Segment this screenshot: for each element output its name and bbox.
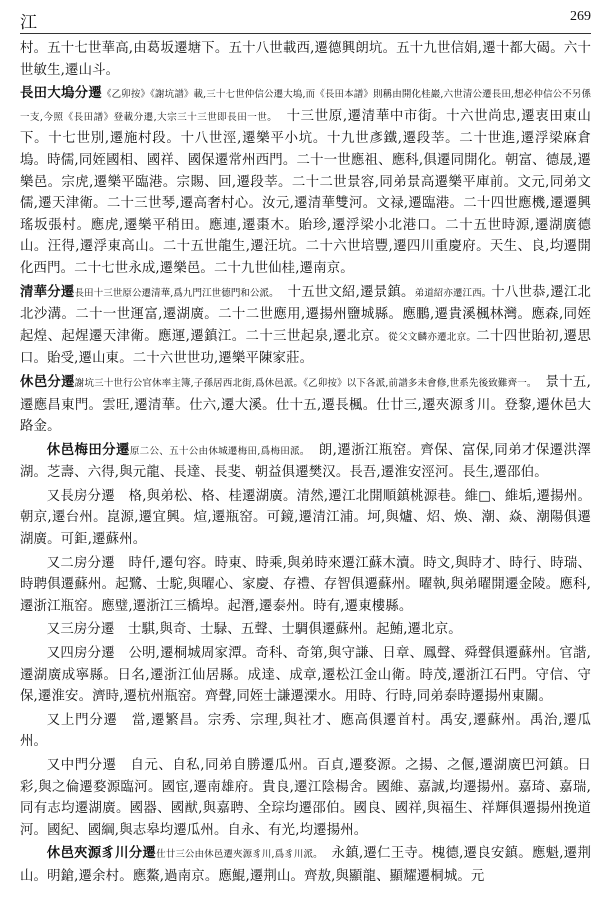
section-heading: 清華分遷: [20, 283, 75, 300]
paragraph-text: 二十四世貽初,遷思口。貽受,遷山東。二十六世世功,遷樂平陳家莊。: [20, 328, 591, 367]
paragraph: [20, 755, 591, 841]
paragraph-text: 永鎮,遷仁王寺。槐德,遷良安鎮。應魁,遷荆山。明鎗,遷余村。應鰲,過南京。應鯤,遷荆山。齊敖,與顯龍、顯耀遷桐城。元: [20, 846, 591, 884]
paragraph-text: 朗,遷浙江瓶窑。齊保、富保,同弟才保遷洪澤湖。芝壽、六得,與元龍、長達、長斐、朝益俱遷樊汉。長吾,遷淮安涇河。長生,遷邵伯。: [20, 442, 591, 481]
paragraph: [20, 843, 591, 887]
paragraph-text: 又三房分遷 士騏,與奇、士騄、五聲、士騆俱遷蘇州。起鮪,遷北京。: [46, 622, 462, 638]
paragraph-text: 又二房分遷 時仟,遷句容。時東、時乘,與弟時來遷江蘇木瀆。時文,與時才、時行、時瑞、時聘俱遷蘇州。起鷺、士駝,與曜心、家慶、存禮、存智俱遷蘇州。曜執,與弟曜開遷金陵。應科,遷浙江瓶窑。應璧,遷浙江三橋埠。起潛,遷泰州。時有,遷東樓縣。: [20, 555, 591, 614]
annotation-note: 《乙卯按》《謝坑譜》載,三十七世仲信公遷大塢,而《長田本譜》則稱由開化桂巖,六世清公遷長田,想必仲信公不另係一支,今照《長田譜》登載分遷,大宗三十三世即長田一世。: [20, 89, 591, 123]
page-number: 269: [570, 9, 591, 24]
paragraph: [20, 83, 591, 279]
page-header: [20, 6, 591, 33]
annotation-note: 弟道紹亦遷江西。: [414, 287, 492, 299]
annotation-note: 仕廿三公由休邑遷夾源豸川,爲豸川派。: [156, 849, 318, 861]
paragraph: [20, 710, 591, 753]
annotation-note: 原二公、五十公由休城遷梅田,爲梅田派。: [129, 445, 305, 457]
section-title: 江: [20, 13, 37, 33]
section-heading: 休邑分遷: [20, 373, 75, 390]
paragraph-text: 又中門分遷 自元、自私,同弟自勝遷瓜州。百貞,遷婺源。之揚、之偃,遷湖廣巴河鎮。日彩,與之倫遷婺源臨河。國宦,遷南雄府。貴良,遷江陰楊舍。國維、嘉誠,均遷揚州。嘉琦、嘉瑞,同有志均遷湖廣。國器、國猷,與嘉聘、全琮均遷邵伯。國良、國祥,與福生、祥輝俱遷揚州挽道河。國紀、國綱,與志皋均遷瓜州。自永、有光,均遷揚州。: [20, 758, 591, 838]
paragraph-text: 景十五,遷應昌東門。雲旺,遷清華。仕六,遷大溪。仕十五,遷長楓。仕廿三,遷夾源豸川。登黎,遷休邑大路金。: [20, 374, 591, 435]
paragraph: [20, 440, 591, 484]
paragraph-text: 十三世原,遷清華中市街。十六世尚忠,遷衷田東山下。十七世別,遷施村段。十八世涇,遷樂平小坑。十九世彥鐵,遷段莘。二十世進,遷浮梁麻倉塢。時儒,同姪國相、國祥、國保遷常州西門。二十一世應祖、應科,俱遷同開化。朝富、德晟,遷樂邑。宗虎,遷樂平臨港。宗賜、回,遷段莘。二十二世景容,同弟景高遷樂平庫前。文元,同弟文儒,遷天津衛。二十三世琴,遷高奢村心。汝元,遷清華雙河。文禄,遷臨港。二十四世應機,遷遷興瑤坂張村。應虎,遷樂平稍田。應連,遷棗木。貽珍,遷浮梁小北港口。二十五世時源,遷湖廣德山。汪得,遷浮東高山。二十五世龍生,遷汪坑。二十六世培豐,遷四川重慶府。天生、良,均遷開化西門。二十七世永成,遷樂邑。二十九世仙桂,遷南京。: [20, 108, 591, 276]
header-rule: [20, 33, 591, 34]
paragraph: [20, 619, 591, 641]
paragraph: [20, 553, 591, 618]
paragraph-text: 又上門分遷 當,遷繁昌。宗秀、宗理,與社才、應高俱遷首村。禹安,遷蘇州。禹治,遷瓜州。: [20, 712, 591, 750]
paragraph: [20, 643, 591, 708]
paragraph: [20, 38, 591, 81]
paragraph: [20, 372, 591, 438]
paragraph-text: 村。五十七世華高,由葛坂遷塘下。五十八世載西,遷德興朗坑。五十九世信娟,遷十都大碣。六十世敏生,遷山斗。: [20, 41, 591, 78]
annotation-note: 謝坑三十世行公官休率主簿,子孫居西北街,爲休邑派。《乙卯按》以下各派,前譜多未會修,世系先後致難齊一。: [74, 377, 532, 389]
section-heading: 長田大塢分遷: [20, 85, 102, 102]
paragraph-text: 又四房分遷 公明,遷桐城周家潭。奇科、奇第,與守謙、日章、鳳聲、舜聲俱遷蘇州。官諧,遷湖廣成寧縣。日名,遷浙江仙居縣。成達、成章,遷松江金山衛。時茂,遷浙江石門。守信、守保,遷淮安。濟時,遷杭州瓶窑。齊聲,同姪士謙遷溧水。用時、行時,同弟泰時遷揚州東關。: [20, 646, 591, 705]
section-heading: 休邑梅田分遷: [46, 441, 130, 458]
paragraph: [20, 486, 591, 551]
paragraph-text: 又長房分遷 格,與弟松、格、桂遷湖廣。清然,遷江北開順鎮桃源巷。維□、維垢,遷揚州。朝京,遷台州。崑源,遷宜興。煊,遷瓶窑。可鏡,遷清江浦。坷,與爐、炤、焕、潮、焱、潮陽俱遷湖廣。可鉅,遷蘇州。: [20, 488, 591, 548]
section-heading: 休邑夾源豸川分遷: [46, 845, 157, 862]
paragraph-text: 十五世文紹,遷景鎮。: [273, 284, 415, 300]
annotation-note: 長田十三世原公遷清華,爲九門江世德門和公派。: [74, 287, 274, 299]
annotation-note: 從父文麟亦遷北京。: [388, 331, 477, 343]
paragraph: [20, 282, 591, 370]
paragraph-text: 十八世恭,遷江北北沙溝。二十一世運富,遷湖廣。二十二世應用,遷揚州鹽城縣。應鵬,遷貴溪楓林灣。應森,同姪起煌、起煋遷天津衛。應運,遷鎮江。二十三世起泉,遷北京。: [20, 284, 591, 344]
page-body: [20, 38, 591, 890]
